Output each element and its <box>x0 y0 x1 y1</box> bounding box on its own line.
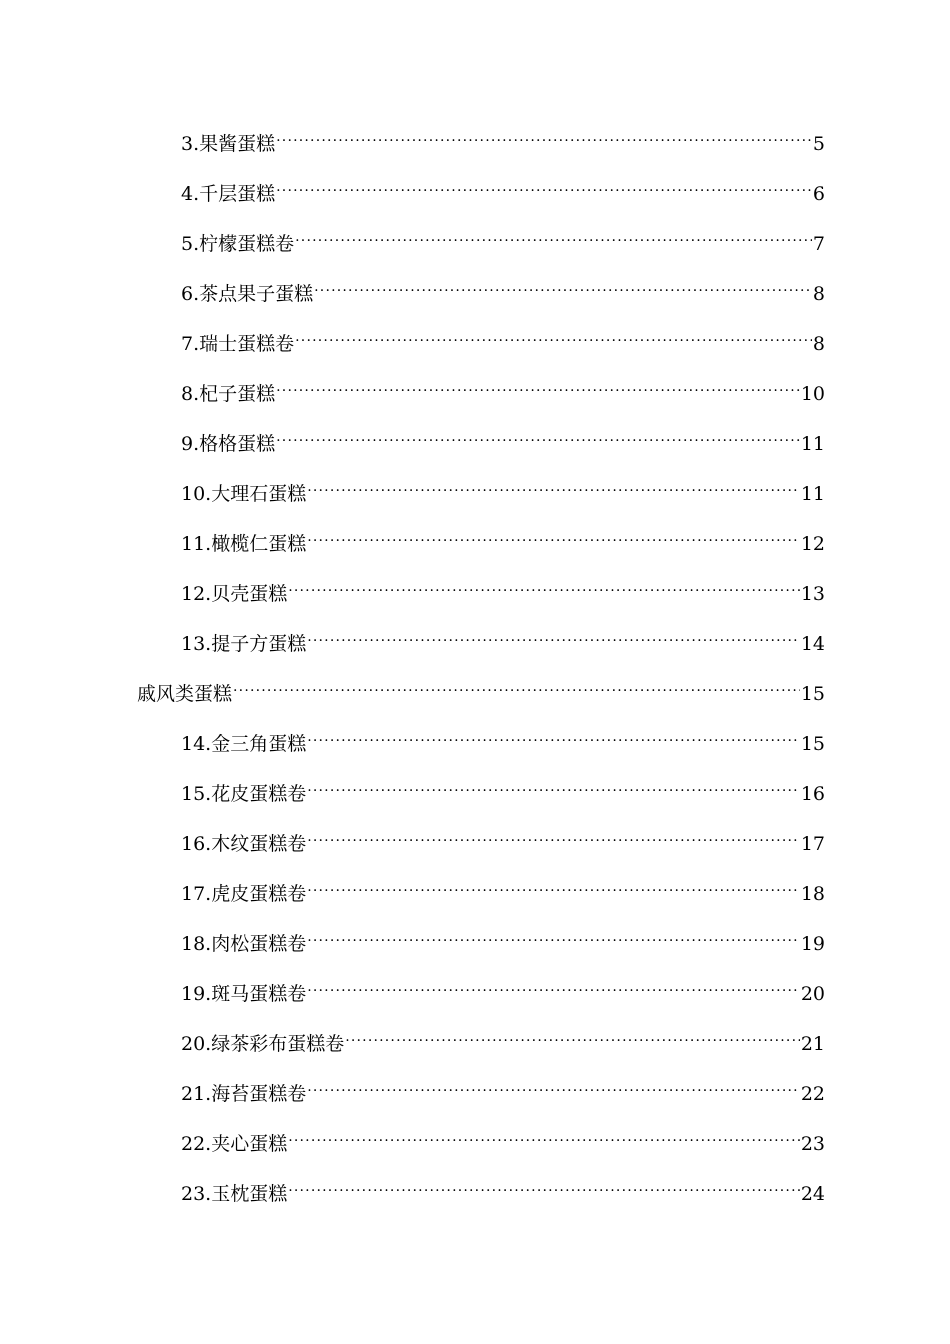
toc-page-number: 10 <box>800 383 825 405</box>
toc-dot-leader <box>307 520 800 550</box>
toc-entry-title: 8.杞子蛋糕 <box>181 383 276 405</box>
toc-entry[interactable] <box>181 1170 825 1205</box>
toc-entry[interactable] <box>181 120 825 155</box>
toc-dot-leader <box>314 270 812 300</box>
toc-entry-title: 4.千层蛋糕 <box>181 183 276 205</box>
toc-page-number: 18 <box>800 883 825 905</box>
toc-dot-leader <box>276 170 812 200</box>
toc-page-number: 24 <box>800 1183 825 1205</box>
toc-entry[interactable] <box>181 320 825 355</box>
toc-entry-title: 14.金三角蛋糕 <box>181 733 307 755</box>
toc-dot-leader <box>345 1020 800 1050</box>
toc-dot-leader <box>307 720 800 750</box>
toc-entry-title: 12.贝壳蛋糕 <box>181 583 288 605</box>
toc-page-number: 7 <box>812 233 825 255</box>
toc-entry[interactable] <box>181 170 825 205</box>
toc-entry[interactable] <box>181 820 825 855</box>
toc-dot-leader <box>295 220 812 250</box>
toc-page-number: 19 <box>800 933 825 955</box>
toc-entry-title: 19.斑马蛋糕卷 <box>181 983 307 1005</box>
toc-entry[interactable] <box>181 570 825 605</box>
toc-entry[interactable] <box>181 420 825 455</box>
toc-dot-leader <box>307 820 800 850</box>
toc-entry-title: 18.肉松蛋糕卷 <box>181 933 307 955</box>
toc-entry[interactable] <box>181 720 825 755</box>
toc-dot-leader <box>307 970 800 1000</box>
toc-entry-title: 3.果酱蛋糕 <box>181 133 276 155</box>
toc-entry-title: 23.玉枕蛋糕 <box>181 1183 288 1205</box>
toc-dot-leader <box>307 1070 800 1100</box>
toc-entry[interactable] <box>181 770 825 805</box>
toc-entry[interactable] <box>181 470 825 505</box>
toc-entry[interactable] <box>181 1070 825 1105</box>
toc-entry-title: 21.海苔蛋糕卷 <box>181 1083 307 1105</box>
toc-entry-title: 10.大理石蛋糕 <box>181 483 307 505</box>
toc-page-number: 23 <box>800 1133 825 1155</box>
toc-entry-title: 15.花皮蛋糕卷 <box>181 783 307 805</box>
toc-dot-leader <box>307 920 800 950</box>
toc-dot-leader <box>276 120 812 150</box>
toc-dot-leader <box>307 620 800 650</box>
toc-entry-title: 20.绿茶彩布蛋糕卷 <box>181 1033 345 1055</box>
toc-entry-title: 11.橄榄仁蛋糕 <box>181 533 307 555</box>
toc-page-number: 8 <box>812 283 825 305</box>
toc-page-number: 11 <box>800 483 825 505</box>
toc-page-number: 8 <box>812 333 825 355</box>
toc-entry-title: 17.虎皮蛋糕卷 <box>181 883 307 905</box>
toc-page-number: 22 <box>800 1083 825 1105</box>
toc-entry-title: 5.柠檬蛋糕卷 <box>181 233 295 255</box>
toc-section-entry[interactable] <box>137 670 825 705</box>
toc-entry-title: 6.茶点果子蛋糕 <box>181 283 314 305</box>
toc-dot-leader <box>307 770 800 800</box>
toc-page-number: 13 <box>800 583 825 605</box>
toc-page-number: 14 <box>800 633 825 655</box>
toc-page-number: 21 <box>800 1033 825 1055</box>
toc-entry[interactable] <box>181 270 825 305</box>
toc-entry[interactable] <box>181 870 825 905</box>
toc-entry[interactable] <box>181 620 825 655</box>
toc-entry-title: 7.瑞士蛋糕卷 <box>181 333 295 355</box>
toc-dot-leader <box>295 320 812 350</box>
toc-dot-leader <box>276 420 800 450</box>
toc-entry[interactable] <box>181 970 825 1005</box>
toc-entry-title: 16.木纹蛋糕卷 <box>181 833 307 855</box>
toc-entry-title: 22.夹心蛋糕 <box>181 1133 288 1155</box>
toc-page-number: 11 <box>800 433 825 455</box>
toc-dot-leader <box>288 570 800 600</box>
toc-dot-leader <box>288 1120 800 1150</box>
toc-entry-title: 13.提子方蛋糕 <box>181 633 307 655</box>
toc-dot-leader <box>233 670 800 700</box>
toc-entry[interactable] <box>181 520 825 555</box>
toc-page-number: 12 <box>800 533 825 555</box>
toc-dot-leader <box>276 370 800 400</box>
toc-page-number: 15 <box>800 683 825 705</box>
toc-entry[interactable] <box>181 920 825 955</box>
toc-page-number: 6 <box>812 183 825 205</box>
toc-entry-title: 9.格格蛋糕 <box>181 433 276 455</box>
toc-dot-leader <box>288 1170 800 1200</box>
toc-section-title: 戚风类蛋糕 <box>137 683 233 705</box>
toc-page-number: 16 <box>800 783 825 805</box>
toc-dot-leader <box>307 870 800 900</box>
toc-dot-leader <box>307 470 800 500</box>
toc-page-number: 5 <box>812 133 825 155</box>
toc-page-number: 15 <box>800 733 825 755</box>
toc-page-number: 20 <box>800 983 825 1005</box>
toc-entry[interactable] <box>181 370 825 405</box>
toc-entry[interactable] <box>181 1020 825 1055</box>
toc-entry[interactable] <box>181 220 825 255</box>
toc-page-number: 17 <box>800 833 825 855</box>
toc-entry[interactable] <box>181 1120 825 1155</box>
